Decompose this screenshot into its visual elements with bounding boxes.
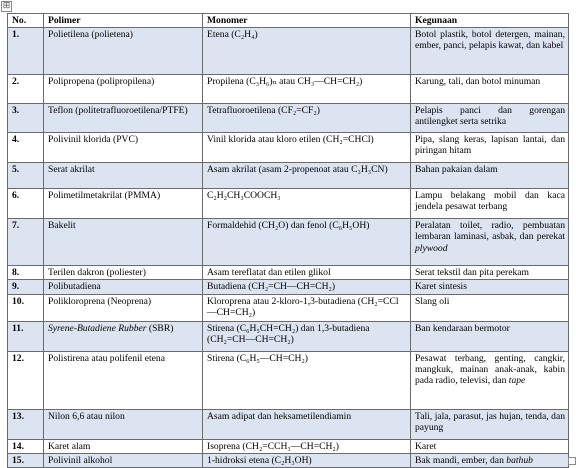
header-kegunaan: Kegunaan [411, 14, 569, 28]
row-number: 12. [8, 351, 44, 409]
table-row [8, 28, 569, 75]
kegunaan-italic-text: plywood [415, 242, 448, 254]
row-number: 13. [8, 409, 44, 439]
monomer-cell: Kloroprena atau 2-kloro-1,3-butadiena (CH₂=CCl—CH=CH₂) [203, 294, 411, 321]
polimer-cell: Polibutadiena [44, 280, 203, 294]
monomer-cell: Asam tereflatat dan etilen glikol [203, 266, 411, 280]
polimer-cell: Polistirena atau polifenil etena [44, 351, 203, 409]
table-move-handle-icon[interactable]: ⊞ [2, 1, 11, 11]
polimer-cell: Teflon (politetrafluoroetilena/PTFE) [44, 104, 203, 133]
kegunaan-cell: Ban kendaraan bermotor [411, 321, 569, 351]
monomer-cell: 1-hidroksi etena (C₂H₃OH) [203, 453, 411, 467]
monomer-cell: Isoprena (CH₂=CCH₃—CH=CH₂) [203, 439, 411, 453]
monomer-cell: C₂H₂CH₃COOCH₃ [203, 189, 411, 219]
kegunaan-cell: Pelapis panci dan gorengan antilengket serta setrika [411, 104, 569, 133]
kegunaan-text: Peralatan toilet, radio, pembuatan lembaran laminasi, asbak, dan perekat [415, 220, 565, 243]
row-number: 7. [8, 219, 44, 266]
row-number: 14. [8, 439, 44, 453]
polimer-italic-text: Syrene-Butadiene Rubber [48, 322, 147, 334]
row-number: 10. [8, 294, 44, 321]
monomer-cell: Tetrafluoroetilena (CF₂=CF₂) [203, 104, 411, 133]
row-number: 15. [8, 453, 44, 467]
polimer-cell: Polietilena (polietena) [44, 28, 203, 75]
polimer-cell: Polivinil klorida (PVC) [44, 133, 203, 163]
polimer-cell: Polivinil alkohol [44, 453, 203, 467]
row-number: 3. [8, 104, 44, 133]
polimer-cell: Bakelit [44, 219, 203, 266]
table-row [8, 439, 569, 453]
polimer-cell: Karet alam [44, 439, 203, 453]
table-row [8, 266, 569, 280]
monomer-cell: Asam adipat dan heksametilendiamin [203, 409, 411, 439]
polimer-text: (SBR) [148, 322, 174, 334]
kegunaan-cell: Tali, jala, parasut, jas hujan, tenda, dan payung [411, 409, 569, 439]
kegunaan-cell [411, 453, 569, 467]
row-number: 5. [8, 163, 44, 189]
table-row [8, 280, 569, 294]
row-number: 9. [8, 280, 44, 294]
row-number: 11. [8, 321, 44, 351]
table-row [8, 321, 569, 351]
table-row [8, 75, 569, 104]
kegunaan-cell: Serat tekstil dan pita perekam [411, 266, 569, 280]
monomer-cell: Stirena (C₆H₅CH=CH₂) dan 1,3-butadiena (CH₂=CH—CH=CH₂) [203, 321, 411, 351]
kegunaan-cell: Lampu belakang mobil dan kaca jendela pesawat terbang [411, 189, 569, 219]
polimer-cell [44, 321, 203, 351]
row-number: 6. [8, 189, 44, 219]
polimer-cell: Polipropena (polipropilena) [44, 75, 203, 104]
monomer-cell: Asam akrilat (asam 2-propenoat atau C₃H₃CN) [203, 163, 411, 189]
header-monomer: Monomer [203, 14, 411, 28]
monomer-cell: Formaldehid (CH₂O) dan fenol (C₆H₅OH) [203, 219, 411, 266]
polymer-table [7, 13, 569, 468]
monomer-cell: Stirena (C₆H₅—CH=CH₂) [203, 351, 411, 409]
table-row [8, 351, 569, 409]
header-polimer: Polimer [44, 14, 203, 28]
table-row [8, 219, 569, 266]
header-no: No. [8, 14, 44, 28]
table-header-row [8, 14, 569, 28]
polimer-cell: Polikloroprena (Neoprena) [44, 294, 203, 321]
polimer-cell: Nilon 6,6 atau nilon [44, 409, 203, 439]
kegunaan-cell: Karet sintesis [411, 280, 569, 294]
table-row [8, 104, 569, 133]
table-row [8, 163, 569, 189]
kegunaan-cell [411, 219, 569, 266]
kegunaan-text: Pesawat terbang, genting, cangkir, mangkuk, mainan anak-anak, kabin pada radio, televisi, dan [415, 352, 565, 387]
kegunaan-text: Bak mandi, ember, dan [415, 454, 504, 466]
row-number: 8. [8, 266, 44, 280]
monomer-cell: Butadiena (CH₂=CH—CH=CH₂) [203, 280, 411, 294]
monomer-cell: Vinil klorida atau kloro etilen (CH₂=CHCl) [203, 133, 411, 163]
polimer-cell: Polimetilmetakrilat (PMMA) [44, 189, 203, 219]
kegunaan-cell: Karet [411, 439, 569, 453]
kegunaan-cell: Bahan pakaian dalam [411, 163, 569, 189]
table-row [8, 189, 569, 219]
row-number: 1. [8, 28, 44, 75]
monomer-cell: Etena (C₂H₄) [203, 28, 411, 75]
kegunaan-cell: Pipa, slang keras, lapisan lantai, dan piringan hitam [411, 133, 569, 163]
kegunaan-cell [411, 351, 569, 409]
row-number: 2. [8, 75, 44, 104]
polimer-cell: Terilen dakron (poliester) [44, 266, 203, 280]
row-number: 4. [8, 133, 44, 163]
table-resize-handle[interactable] [568, 457, 576, 465]
table-row [8, 453, 569, 467]
kegunaan-cell: Karung, tali, dan botol minuman [411, 75, 569, 104]
polimer-cell: Serat akrilat [44, 163, 203, 189]
kegunaan-italic-text: tape [508, 375, 526, 387]
table-row [8, 409, 569, 439]
table-row [8, 133, 569, 163]
kegunaan-cell: Slang oli [411, 294, 569, 321]
monomer-cell: Propilena (C₃H₆)ₙ atau CH₃—CH=CH₂) [203, 75, 411, 104]
kegunaan-italic-text: bathub [506, 454, 533, 466]
table-row [8, 294, 569, 321]
kegunaan-cell: Botol plastik, botol detergen, mainan, ember, panci, pelapis kawat, dan kabel [411, 28, 569, 75]
